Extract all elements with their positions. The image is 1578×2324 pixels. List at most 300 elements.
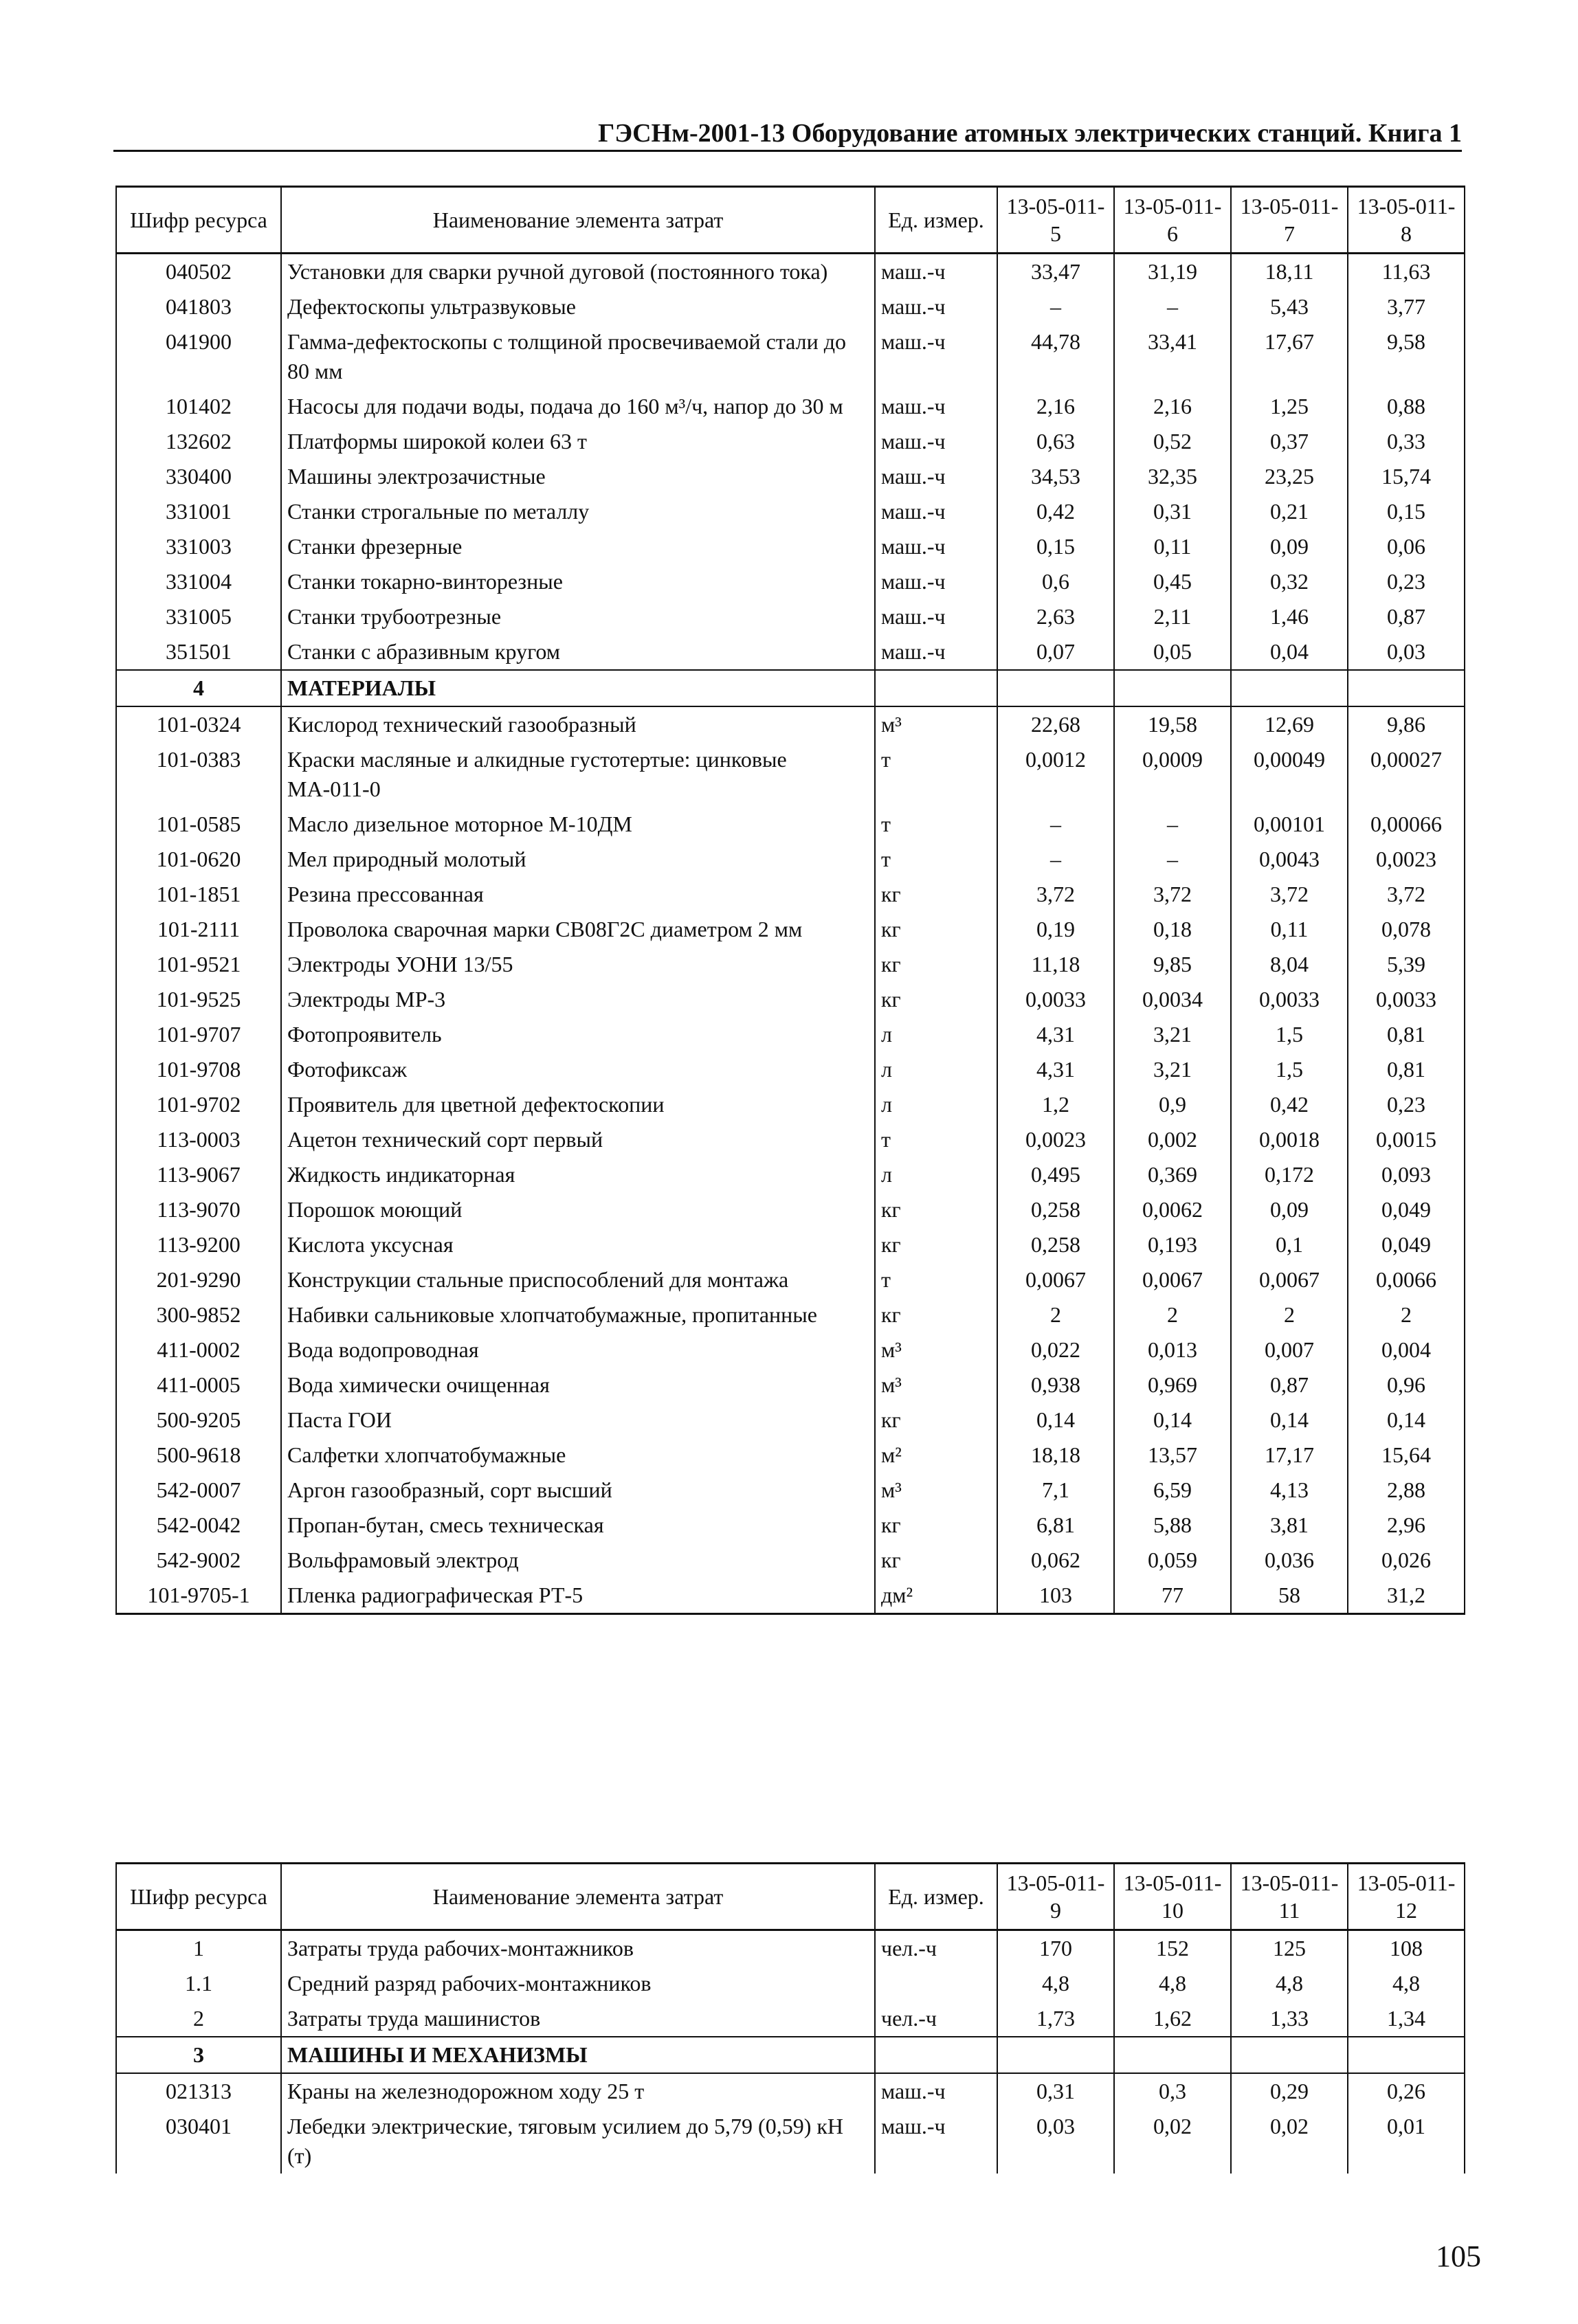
table-row bbox=[116, 1508, 1465, 1543]
cell-unit: кг bbox=[875, 1543, 997, 1578]
cell-value-3: 0,0043 bbox=[1231, 842, 1348, 877]
cell-value-2: – bbox=[1114, 842, 1231, 877]
cell-value-1: 103 bbox=[997, 1578, 1114, 1614]
cell-value-4: 0,06 bbox=[1348, 529, 1465, 564]
cell-name: Станки фрезерные bbox=[281, 529, 875, 564]
cell-value-4: 0,0015 bbox=[1348, 1122, 1465, 1157]
cell-name: Насосы для подачи воды, подача до 160 м³/ч, напор до 30 м bbox=[281, 389, 875, 424]
cell-value-1: 22,68 bbox=[997, 706, 1114, 742]
cell-code: 331001 bbox=[116, 494, 281, 529]
cell-code: 331004 bbox=[116, 564, 281, 599]
cell-value-4: 15,64 bbox=[1348, 1438, 1465, 1473]
column-header-code: Шифр ресурса bbox=[116, 1864, 281, 1930]
table-row bbox=[116, 634, 1465, 670]
cell-code: 041803 bbox=[116, 289, 281, 324]
table-row bbox=[116, 982, 1465, 1017]
table-row bbox=[116, 2001, 1465, 2037]
cell-value-3: 0,21 bbox=[1231, 494, 1348, 529]
cell-code: 542-0007 bbox=[116, 1473, 281, 1508]
cell-value-3: 23,25 bbox=[1231, 459, 1348, 494]
cell-value-2: 13,57 bbox=[1114, 1438, 1231, 1473]
table-row bbox=[116, 1297, 1465, 1332]
cell-unit: маш.-ч bbox=[875, 289, 997, 324]
cell-unit: маш.-ч bbox=[875, 2073, 997, 2109]
column-header-code: Шифр ресурса bbox=[116, 187, 281, 254]
cell-code: 113-9067 bbox=[116, 1157, 281, 1192]
cell-name: Ацетон технический сорт первый bbox=[281, 1122, 875, 1157]
cell-value-3: 17,67 bbox=[1231, 324, 1348, 389]
cell-value-4: 0,15 bbox=[1348, 494, 1465, 529]
cell-value-3: 1,33 bbox=[1231, 2001, 1348, 2037]
column-header-unit: Ед. измер. bbox=[875, 187, 997, 254]
cell-unit: маш.-ч bbox=[875, 389, 997, 424]
cell-unit: м³ bbox=[875, 1367, 997, 1403]
cell-unit: маш.-ч bbox=[875, 564, 997, 599]
table-header-row bbox=[116, 1864, 1465, 1930]
cell-name: Масло дизельное моторное М-10ДМ bbox=[281, 807, 875, 842]
cell-value-4: 2 bbox=[1348, 1297, 1465, 1332]
cell-name: Паста ГОИ bbox=[281, 1403, 875, 1438]
cell-value-1: 34,53 bbox=[997, 459, 1114, 494]
cell-code: 101-9702 bbox=[116, 1087, 281, 1122]
table-row bbox=[116, 1473, 1465, 1508]
cell-code: 4 bbox=[116, 670, 281, 706]
cell-unit: т bbox=[875, 1262, 997, 1297]
cell-unit: кг bbox=[875, 1508, 997, 1543]
cell-value-2: 33,41 bbox=[1114, 324, 1231, 389]
cell-value-1: 0,022 bbox=[997, 1332, 1114, 1367]
cell-value-3: 0,0018 bbox=[1231, 1122, 1348, 1157]
cell-value-4 bbox=[1348, 670, 1465, 706]
cell-value-2: 0,0062 bbox=[1114, 1192, 1231, 1227]
cell-unit: м² bbox=[875, 1438, 997, 1473]
cell-value-3: 0,29 bbox=[1231, 2073, 1348, 2109]
cell-code: 500-9618 bbox=[116, 1438, 281, 1473]
cell-value-3: 0,036 bbox=[1231, 1543, 1348, 1578]
table-row bbox=[116, 494, 1465, 529]
cell-unit: маш.-ч bbox=[875, 599, 997, 634]
table-row bbox=[116, 424, 1465, 459]
table-row bbox=[116, 1017, 1465, 1052]
cell-value-1: – bbox=[997, 807, 1114, 842]
cell-value-3: 1,46 bbox=[1231, 599, 1348, 634]
table-row bbox=[116, 2109, 1465, 2174]
cell-unit: л bbox=[875, 1087, 997, 1122]
table-body bbox=[116, 254, 1465, 1614]
cell-value-2: 0,31 bbox=[1114, 494, 1231, 529]
table-row bbox=[116, 1332, 1465, 1367]
cell-value-4: 0,81 bbox=[1348, 1017, 1465, 1052]
cell-code: 411-0002 bbox=[116, 1332, 281, 1367]
cell-code: 1.1 bbox=[116, 1966, 281, 2001]
cell-name: Кислород технический газообразный bbox=[281, 706, 875, 742]
cell-value-3: 1,25 bbox=[1231, 389, 1348, 424]
cell-name: Проявитель для цветной дефектоскопии bbox=[281, 1087, 875, 1122]
cell-unit: кг bbox=[875, 982, 997, 1017]
cell-value-3: 0,09 bbox=[1231, 529, 1348, 564]
cell-value-2: 0,18 bbox=[1114, 912, 1231, 947]
cell-name: Электроды УОНИ 13/55 bbox=[281, 947, 875, 982]
cell-value-3: 0,09 bbox=[1231, 1192, 1348, 1227]
cell-value-4: 0,03 bbox=[1348, 634, 1465, 670]
column-header-c3: 13-05-011-7 bbox=[1231, 187, 1348, 254]
column-header-c4: 13-05-011-12 bbox=[1348, 1864, 1465, 1930]
cell-value-2: 3,21 bbox=[1114, 1017, 1231, 1052]
table-row bbox=[116, 877, 1465, 912]
cell-name: МАТЕРИАЛЫ bbox=[281, 670, 875, 706]
cell-value-4: 5,39 bbox=[1348, 947, 1465, 982]
cell-value-2: 3,21 bbox=[1114, 1052, 1231, 1087]
cell-name: Гамма-дефектоскопы с толщиной просвечиваемой стали до 80 мм bbox=[281, 324, 875, 389]
cell-value-4: 0,23 bbox=[1348, 1087, 1465, 1122]
cell-value-1: 7,1 bbox=[997, 1473, 1114, 1508]
cell-value-2: 0,14 bbox=[1114, 1403, 1231, 1438]
cell-code: 132602 bbox=[116, 424, 281, 459]
cell-value-3: 18,11 bbox=[1231, 254, 1348, 290]
cell-value-3: 0,02 bbox=[1231, 2109, 1348, 2174]
cell-value-3: 1,5 bbox=[1231, 1017, 1348, 1052]
cell-value-2: 6,59 bbox=[1114, 1473, 1231, 1508]
cell-code: 351501 bbox=[116, 634, 281, 670]
cell-value-2: 4,8 bbox=[1114, 1966, 1231, 2001]
cell-value-3: 0,87 bbox=[1231, 1367, 1348, 1403]
cell-value-2: 0,969 bbox=[1114, 1367, 1231, 1403]
table-row bbox=[116, 706, 1465, 742]
table-row bbox=[116, 842, 1465, 877]
cell-value-4: 0,026 bbox=[1348, 1543, 1465, 1578]
cell-code: 201-9290 bbox=[116, 1262, 281, 1297]
cell-value-2: 19,58 bbox=[1114, 706, 1231, 742]
cell-unit: кг bbox=[875, 1227, 997, 1262]
cell-value-1: 4,31 bbox=[997, 1017, 1114, 1052]
cell-unit: т bbox=[875, 842, 997, 877]
cell-name: Пропан-бутан, смесь техническая bbox=[281, 1508, 875, 1543]
cell-value-2: 0,002 bbox=[1114, 1122, 1231, 1157]
cell-name: Станки строгальные по металлу bbox=[281, 494, 875, 529]
cell-code: 041900 bbox=[116, 324, 281, 389]
table-row bbox=[116, 459, 1465, 494]
cell-code: 101-1851 bbox=[116, 877, 281, 912]
cell-value-4: 0,88 bbox=[1348, 389, 1465, 424]
column-header-unit: Ед. измер. bbox=[875, 1864, 997, 1930]
cell-value-1: 11,18 bbox=[997, 947, 1114, 982]
cell-value-4: 0,0033 bbox=[1348, 982, 1465, 1017]
cell-value-4: 15,74 bbox=[1348, 459, 1465, 494]
cell-name: Жидкость индикаторная bbox=[281, 1157, 875, 1192]
cell-value-2: 31,19 bbox=[1114, 254, 1231, 290]
cell-value-4: 0,049 bbox=[1348, 1227, 1465, 1262]
cell-value-3: 0,14 bbox=[1231, 1403, 1348, 1438]
cell-code: 331003 bbox=[116, 529, 281, 564]
cell-unit: м³ bbox=[875, 706, 997, 742]
cell-value-1: 0,0067 bbox=[997, 1262, 1114, 1297]
cell-value-3: 0,37 bbox=[1231, 424, 1348, 459]
cell-value-2: 77 bbox=[1114, 1578, 1231, 1614]
cell-value-4: 0,23 bbox=[1348, 564, 1465, 599]
cell-code: 411-0005 bbox=[116, 1367, 281, 1403]
cell-unit: м³ bbox=[875, 1473, 997, 1508]
cell-value-1: 170 bbox=[997, 1930, 1114, 1967]
cell-value-2: – bbox=[1114, 289, 1231, 324]
cell-value-1: 0,31 bbox=[997, 2073, 1114, 2109]
cell-code: 542-9002 bbox=[116, 1543, 281, 1578]
cell-code: 101-9525 bbox=[116, 982, 281, 1017]
cell-value-3 bbox=[1231, 2037, 1348, 2073]
cell-value-1: 0,495 bbox=[997, 1157, 1114, 1192]
cell-value-2: 0,0009 bbox=[1114, 742, 1231, 807]
cell-value-1: 0,03 bbox=[997, 2109, 1114, 2174]
cell-name: Резина прессованная bbox=[281, 877, 875, 912]
cell-value-3: 5,43 bbox=[1231, 289, 1348, 324]
cell-value-1: 1,2 bbox=[997, 1087, 1114, 1122]
cell-name: Платформы широкой колеи 63 т bbox=[281, 424, 875, 459]
table-row bbox=[116, 1438, 1465, 1473]
cell-code: 040502 bbox=[116, 254, 281, 290]
document-title: ГЭСНм-2001-13 Оборудование атомных электрических станций. Книга 1 bbox=[598, 119, 1462, 148]
cell-value-1: 0,062 bbox=[997, 1543, 1114, 1578]
cell-value-2: 0,0034 bbox=[1114, 982, 1231, 1017]
cell-name: Средний разряд рабочих-монтажников bbox=[281, 1966, 875, 2001]
table-row bbox=[116, 564, 1465, 599]
cell-value-3: 17,17 bbox=[1231, 1438, 1348, 1473]
cell-value-1 bbox=[997, 2037, 1114, 2073]
cell-name: Конструкции стальные приспособлений для монтажа bbox=[281, 1262, 875, 1297]
table-row bbox=[116, 1966, 1465, 2001]
table-header-row bbox=[116, 187, 1465, 254]
cell-code: 3 bbox=[116, 2037, 281, 2073]
table-row bbox=[116, 1122, 1465, 1157]
cell-name: Станки трубоотрезные bbox=[281, 599, 875, 634]
cell-value-2: 9,85 bbox=[1114, 947, 1231, 982]
cell-value-2: 0,059 bbox=[1114, 1543, 1231, 1578]
cell-value-4: 11,63 bbox=[1348, 254, 1465, 290]
cell-unit: л bbox=[875, 1052, 997, 1087]
cell-value-4: 9,58 bbox=[1348, 324, 1465, 389]
cell-value-3: 4,8 bbox=[1231, 1966, 1348, 2001]
cell-value-4: 108 bbox=[1348, 1930, 1465, 1967]
cell-name: Краны на железнодорожном ходу 25 т bbox=[281, 2073, 875, 2109]
section-row bbox=[116, 670, 1465, 706]
cell-value-4: 2,96 bbox=[1348, 1508, 1465, 1543]
table-row bbox=[116, 529, 1465, 564]
cell-unit: л bbox=[875, 1017, 997, 1052]
cell-name: Кислота уксусная bbox=[281, 1227, 875, 1262]
column-header-c3: 13-05-011-11 bbox=[1231, 1864, 1348, 1930]
resource-table-2 bbox=[115, 1862, 1465, 2174]
cell-value-1: – bbox=[997, 842, 1114, 877]
cell-code: 101-9708 bbox=[116, 1052, 281, 1087]
cell-value-2 bbox=[1114, 670, 1231, 706]
cell-value-1: – bbox=[997, 289, 1114, 324]
cell-code: 101-2111 bbox=[116, 912, 281, 947]
cell-value-1: 0,15 bbox=[997, 529, 1114, 564]
cell-value-4 bbox=[1348, 2037, 1465, 2073]
cell-unit: маш.-ч bbox=[875, 2109, 997, 2174]
cell-unit: т bbox=[875, 742, 997, 807]
table-row bbox=[116, 807, 1465, 842]
table-row bbox=[116, 324, 1465, 389]
cell-value-1: 0,258 bbox=[997, 1192, 1114, 1227]
cell-name: Порошок моющий bbox=[281, 1192, 875, 1227]
cell-value-2: 152 bbox=[1114, 1930, 1231, 1967]
cell-code: 113-0003 bbox=[116, 1122, 281, 1157]
cell-name: Вольфрамовый электрод bbox=[281, 1543, 875, 1578]
table-body bbox=[116, 1930, 1465, 2174]
cell-unit: маш.-ч bbox=[875, 634, 997, 670]
cell-value-4: 4,8 bbox=[1348, 1966, 1465, 2001]
cell-value-3: 1,5 bbox=[1231, 1052, 1348, 1087]
cell-name: Станки с абразивным кругом bbox=[281, 634, 875, 670]
table-row bbox=[116, 1052, 1465, 1087]
cell-value-3: 0,42 bbox=[1231, 1087, 1348, 1122]
cell-value-3 bbox=[1231, 670, 1348, 706]
cell-value-3: 4,13 bbox=[1231, 1473, 1348, 1508]
cell-name: Вода водопроводная bbox=[281, 1332, 875, 1367]
cell-value-3: 0,32 bbox=[1231, 564, 1348, 599]
cell-code: 101402 bbox=[116, 389, 281, 424]
cell-unit: т bbox=[875, 807, 997, 842]
cell-code: 1 bbox=[116, 1930, 281, 1967]
column-header-c2: 13-05-011-10 bbox=[1114, 1864, 1231, 1930]
section-row bbox=[116, 2037, 1465, 2073]
cell-unit bbox=[875, 1966, 997, 2001]
cell-name: Машины электрозачистные bbox=[281, 459, 875, 494]
cell-value-2: 0,11 bbox=[1114, 529, 1231, 564]
cell-name: Лебедки электрические, тяговым усилием до 5,79 (0,59) кН (т) bbox=[281, 2109, 875, 2174]
cell-unit: кг bbox=[875, 912, 997, 947]
cell-value-4: 2,88 bbox=[1348, 1473, 1465, 1508]
table-row bbox=[116, 1578, 1465, 1614]
cell-value-2 bbox=[1114, 2037, 1231, 2073]
cell-code: 030401 bbox=[116, 2109, 281, 2174]
cell-value-2: 1,62 bbox=[1114, 2001, 1231, 2037]
cell-value-1: 44,78 bbox=[997, 324, 1114, 389]
column-header-c2: 13-05-011-6 bbox=[1114, 187, 1231, 254]
cell-name: Электроды МР-3 bbox=[281, 982, 875, 1017]
page-number: 105 bbox=[1436, 2239, 1481, 2273]
cell-name: Затраты труда рабочих-монтажников bbox=[281, 1930, 875, 1967]
cell-value-3: 125 bbox=[1231, 1930, 1348, 1967]
cell-unit: т bbox=[875, 1122, 997, 1157]
cell-value-4: 0,049 bbox=[1348, 1192, 1465, 1227]
cell-value-3: 0,00101 bbox=[1231, 807, 1348, 842]
column-header-name: Наименование элемента затрат bbox=[281, 187, 875, 254]
cell-value-1: 0,0012 bbox=[997, 742, 1114, 807]
cell-value-4: 3,72 bbox=[1348, 877, 1465, 912]
cell-value-3: 0,0033 bbox=[1231, 982, 1348, 1017]
cell-code: 113-9070 bbox=[116, 1192, 281, 1227]
cell-name: Салфетки хлопчатобумажные bbox=[281, 1438, 875, 1473]
cell-value-4: 1,34 bbox=[1348, 2001, 1465, 2037]
table-row bbox=[116, 1087, 1465, 1122]
cell-code: 101-9705-1 bbox=[116, 1578, 281, 1614]
cell-value-4: 0,33 bbox=[1348, 424, 1465, 459]
cell-code: 331005 bbox=[116, 599, 281, 634]
table-row bbox=[116, 1157, 1465, 1192]
cell-value-2: 0,369 bbox=[1114, 1157, 1231, 1192]
cell-name: Пленка радиографическая РТ-5 bbox=[281, 1578, 875, 1614]
cell-unit: кг bbox=[875, 1403, 997, 1438]
cell-value-4: 3,77 bbox=[1348, 289, 1465, 324]
cell-value-1: 2 bbox=[997, 1297, 1114, 1332]
cell-value-1: 0,0023 bbox=[997, 1122, 1114, 1157]
column-header-c1: 13-05-011-9 bbox=[997, 1864, 1114, 1930]
table-row bbox=[116, 1227, 1465, 1262]
column-header-name: Наименование элемента затрат bbox=[281, 1864, 875, 1930]
cell-name: МАШИНЫ И МЕХАНИЗМЫ bbox=[281, 2037, 875, 2073]
table-row bbox=[116, 389, 1465, 424]
cell-value-4: 0,00066 bbox=[1348, 807, 1465, 842]
table-row bbox=[116, 1403, 1465, 1438]
cell-value-3: 3,81 bbox=[1231, 1508, 1348, 1543]
table-row bbox=[116, 1367, 1465, 1403]
cell-value-4: 0,004 bbox=[1348, 1332, 1465, 1367]
cell-value-1: 0,63 bbox=[997, 424, 1114, 459]
cell-value-1: 0,258 bbox=[997, 1227, 1114, 1262]
cell-unit: л bbox=[875, 1157, 997, 1192]
cell-unit bbox=[875, 2037, 997, 2073]
cell-value-2: 0,05 bbox=[1114, 634, 1231, 670]
cell-value-2: 0,52 bbox=[1114, 424, 1231, 459]
table-row bbox=[116, 2073, 1465, 2109]
cell-value-4: 0,0023 bbox=[1348, 842, 1465, 877]
cell-value-1: 2,63 bbox=[997, 599, 1114, 634]
cell-code: 500-9205 bbox=[116, 1403, 281, 1438]
cell-unit: маш.-ч bbox=[875, 529, 997, 564]
cell-value-1: 0,07 bbox=[997, 634, 1114, 670]
cell-code: 101-0620 bbox=[116, 842, 281, 877]
cell-value-2: 0,45 bbox=[1114, 564, 1231, 599]
cell-value-4: 0,96 bbox=[1348, 1367, 1465, 1403]
resource-table-1 bbox=[115, 186, 1465, 1615]
cell-value-1: 4,8 bbox=[997, 1966, 1114, 2001]
cell-value-2: 0,0067 bbox=[1114, 1262, 1231, 1297]
cell-code: 113-9200 bbox=[116, 1227, 281, 1262]
cell-code: 021313 bbox=[116, 2073, 281, 2109]
cell-value-3: 0,1 bbox=[1231, 1227, 1348, 1262]
cell-code: 542-0042 bbox=[116, 1508, 281, 1543]
cell-unit: кг bbox=[875, 1192, 997, 1227]
cell-value-4: 0,26 bbox=[1348, 2073, 1465, 2109]
cell-value-3: 58 bbox=[1231, 1578, 1348, 1614]
cell-value-2: 0,9 bbox=[1114, 1087, 1231, 1122]
cell-value-4: 0,87 bbox=[1348, 599, 1465, 634]
cell-value-3: 0,007 bbox=[1231, 1332, 1348, 1367]
cell-code: 101-0324 bbox=[116, 706, 281, 742]
cell-value-1: 33,47 bbox=[997, 254, 1114, 290]
cell-value-3: 0,172 bbox=[1231, 1157, 1348, 1192]
cell-unit: кг bbox=[875, 947, 997, 982]
cell-unit: маш.-ч bbox=[875, 494, 997, 529]
cell-unit: маш.-ч bbox=[875, 459, 997, 494]
cell-value-3: 8,04 bbox=[1231, 947, 1348, 982]
cell-value-4: 0,01 bbox=[1348, 2109, 1465, 2174]
cell-value-1: 6,81 bbox=[997, 1508, 1114, 1543]
cell-value-2: 2 bbox=[1114, 1297, 1231, 1332]
cell-value-4: 31,2 bbox=[1348, 1578, 1465, 1614]
table-row bbox=[116, 1930, 1465, 1967]
table-row bbox=[116, 1262, 1465, 1297]
cell-unit: маш.-ч bbox=[875, 324, 997, 389]
cell-name: Вода химически очищенная bbox=[281, 1367, 875, 1403]
cell-code: 101-0383 bbox=[116, 742, 281, 807]
cell-value-4: 0,00027 bbox=[1348, 742, 1465, 807]
cell-name: Фотофиксаж bbox=[281, 1052, 875, 1087]
cell-value-1: 0,14 bbox=[997, 1403, 1114, 1438]
cell-value-1: 2,16 bbox=[997, 389, 1114, 424]
table-row bbox=[116, 912, 1465, 947]
cell-value-2: 2,11 bbox=[1114, 599, 1231, 634]
